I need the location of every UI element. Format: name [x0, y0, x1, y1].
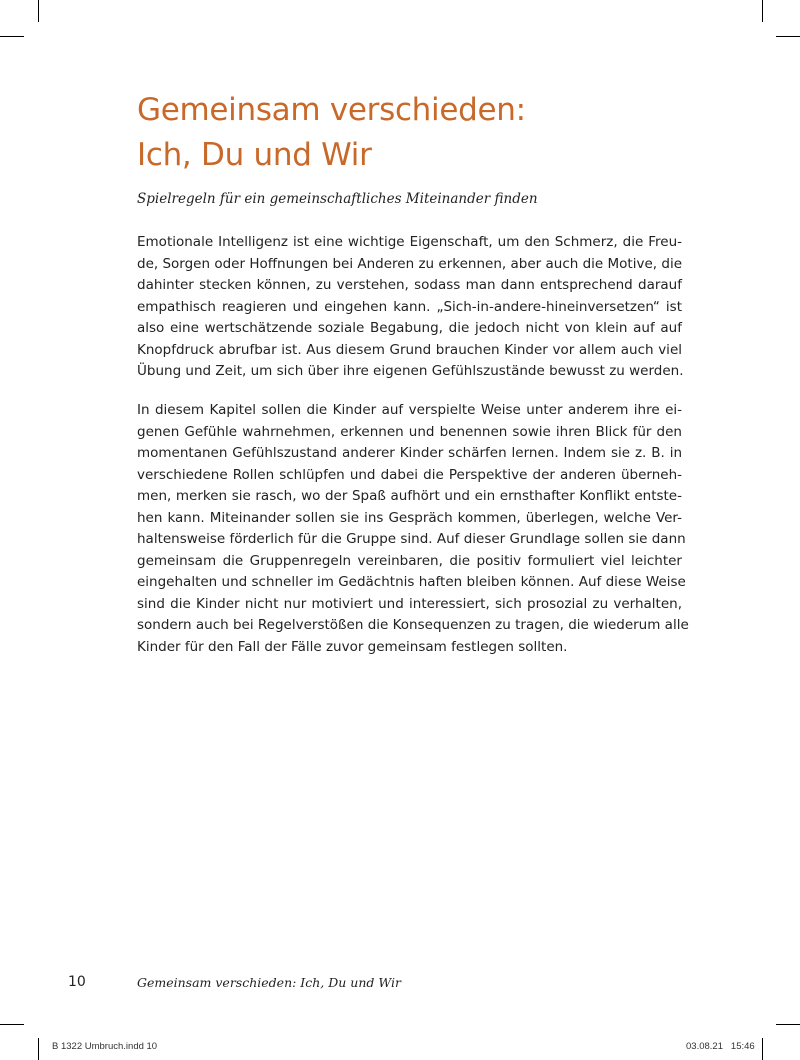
chapter-title-line-1: Gemeinsam verschieden:	[137, 92, 526, 128]
text-line: eingehalten und schneller im Gedächtnis haften bleiben können. Auf diese Weise	[137, 574, 686, 590]
text-line: haltensweise förderlich für die Gruppe sind. Auf dieser Grundlage sollen sie dann	[137, 531, 686, 547]
crop-mark-bottom-left-horizontal	[0, 1024, 24, 1025]
running-footer-title: Gemeinsam verschieden: Ich, Du und Wir	[137, 975, 401, 990]
print-slug-timestamp	[686, 1041, 755, 1052]
chapter-title	[137, 88, 697, 178]
text-line: gemeinsam die Gruppenregeln vereinbaren, die positiv formuliert viel leichter	[137, 552, 682, 569]
chapter-subtitle: Spielregeln für ein gemeinschaftliches Miteinander finden	[137, 191, 538, 207]
text-line: men, merken sie rasch, wo der Spaß aufhört und ein ernsthafter Konflikt entste-	[137, 488, 682, 504]
text-line: Übung und Zeit, um sich über ihre eigenen Gefühlszustände bewusst zu werden.	[137, 363, 684, 379]
text-line: In diesem Kapitel sollen die Kinder auf verspielte Weise unter anderem ihre ei-	[137, 402, 682, 418]
text-line: genen Gefühle wahrnehmen, erkennen und benennen sowie ihren Blick für den	[137, 423, 682, 440]
text-line: momentanen Gefühlszustand anderer Kinder schärfen lernen. Indem sie z. B. in	[137, 445, 682, 461]
text-line: Kinder für den Fall der Fälle zuvor gemeinsam festlegen sollten.	[137, 638, 568, 655]
text-line: de, Sorgen oder Hoffnungen bei Anderen zu erkennen, aber auch die Motive, die	[137, 255, 682, 272]
page-number: 10	[68, 974, 86, 990]
crop-mark-top-left-horizontal	[0, 36, 24, 37]
print-slug-date: 03.08.21	[686, 1041, 723, 1052]
text-line: also eine wertschätzende soziale Begabung, die jedoch nicht von klein auf auf	[137, 320, 682, 336]
chapter-title-line-2: Ich, Du und Wir	[137, 137, 372, 173]
text-line: sondern auch bei Regelverstößen die Konsequenzen zu tragen, die wiederum alle	[137, 617, 689, 633]
crop-mark-bottom-right-horizontal	[776, 1024, 800, 1025]
text-line: empathisch reagieren und eingehen kann. „Sich-in-andere-hineinversetzen“ ist	[137, 298, 682, 315]
crop-mark-top-right-horizontal	[776, 36, 800, 37]
text-line: verschiedene Rollen schlüpfen und dabei die Perspektive der anderen überneh-	[137, 466, 682, 483]
text-line: Emotionale Intelligenz ist eine wichtige Eigenschaft, um den Schmerz, die Freu-	[137, 234, 682, 250]
print-slug-time: 15:46	[730, 1041, 755, 1052]
print-slug-filename: B 1322 Umbruch.indd 10	[52, 1041, 158, 1052]
crop-mark-top-right-vertical	[762, 0, 763, 22]
body-paragraph-1	[137, 232, 682, 383]
crop-mark-bottom-right-vertical	[762, 1038, 763, 1060]
text-line: dahinter stecken können, zu verstehen, sodass man dann entsprechend darauf	[137, 277, 682, 293]
crop-mark-top-left-vertical	[38, 0, 39, 22]
body-paragraph-2	[137, 400, 689, 658]
text-line: sind die Kinder nicht nur motiviert und interessiert, sich prosozial zu verhalten,	[137, 595, 682, 612]
crop-mark-bottom-left-vertical	[38, 1038, 39, 1060]
text-line: hen kann. Miteinander sollen sie ins Gespräch kommen, überlegen, welche Ver-	[137, 509, 682, 526]
text-line: Knopfdruck abrufbar ist. Aus diesem Grund brauchen Kinder vor allem auch viel	[137, 341, 682, 358]
